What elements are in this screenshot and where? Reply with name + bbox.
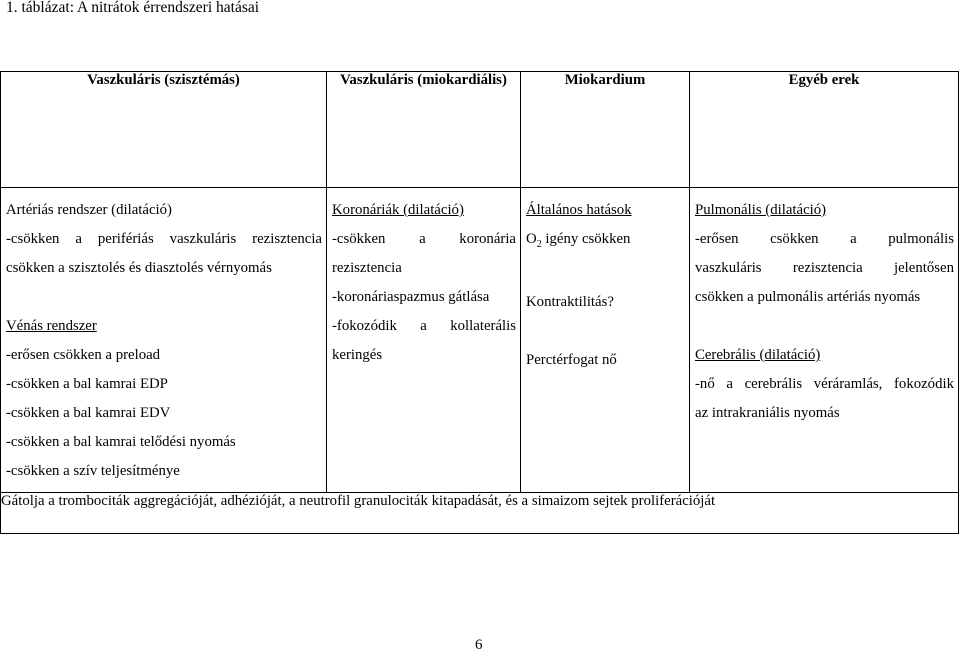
pulmonary-line-2: vaszkuláris rezisztencia jelentősen [695,260,954,276]
cell-other-vessels [690,188,959,493]
coronary-line-5: keringés [332,347,383,363]
arterial-line-2: csökken a szisztolés és diasztolés vérnyomás [6,260,272,276]
oxygen-demand-line: $O_2$ igény csökken [526,231,631,250]
cerebral-line-2: az intrakraniális nyomás [695,405,840,421]
venous-line-3: -csökken a bal kamrai EDV [6,405,171,421]
cardiac-output-line: Perctérfogat nő [526,351,617,368]
nitrate-effects-table [0,71,959,534]
arterial-line-1: -csökken a perifériás vaszkuláris rezisztencia [6,231,322,247]
arterial-title: Artériás rendszer (dilatáció) [6,202,172,218]
coronary-line-3: -koronáriaspazmus gátlása [332,289,490,305]
venous-line-4: -csökken a bal kamrai telődési nyomás [6,434,236,450]
coronary-line-2: rezisztencia [332,260,402,276]
footer-row [1,493,959,534]
cerebral-title: Cerebrális (dilatáció) [695,347,821,363]
coronary-line-4: -fokozódik a kollaterális [332,318,516,334]
cerebral-line-1: -nő a cerebrális véráramlás, fokozódik [695,376,954,392]
cell-vascular-systemic [1,188,327,493]
general-effects-title: Általános hatások [526,202,632,218]
effects-row [1,188,959,493]
venous-title: Vénás rendszer [6,318,97,334]
header-vascular-systemic: Vaszkuláris (szisztémás) [1,72,327,188]
venous-line-1: -erősen csökken a preload [6,347,161,363]
header-vascular-myocardial: Vaszkuláris (miokardiális) [327,72,521,188]
coronary-line-1: -csökken a koronária [332,231,516,247]
cell-myocardium [521,188,690,493]
pulmonary-line-3: csökken a pulmonális artériás nyomás [695,289,921,305]
footer-cell: Gátolja a trombociták aggregációját, adhézióját, a neutrofil granulociták kitapadását, és a simaizom sejtek proliferációját [1,493,959,534]
header-other-vessels: Egyéb erek [690,72,959,188]
pulmonary-title: Pulmonális (dilatáció) [695,202,827,218]
header-row [1,72,959,188]
table-caption: 1. táblázat: A nitrátok érrendszeri hatásai [6,0,260,16]
pulmonary-line-1: -erősen csökken a pulmonális [695,231,954,247]
page-number: 6 [475,637,483,653]
contractility-line: Kontraktilitás? [526,293,614,310]
header-myocardium: Miokardium [521,72,690,188]
cell-vascular-myocardial [327,188,521,493]
coronary-title: Koronáriák (dilatáció) [332,202,464,218]
venous-line-5: -csökken a szív teljesítménye [6,463,180,479]
venous-line-2: -csökken a bal kamrai EDP [6,376,168,392]
